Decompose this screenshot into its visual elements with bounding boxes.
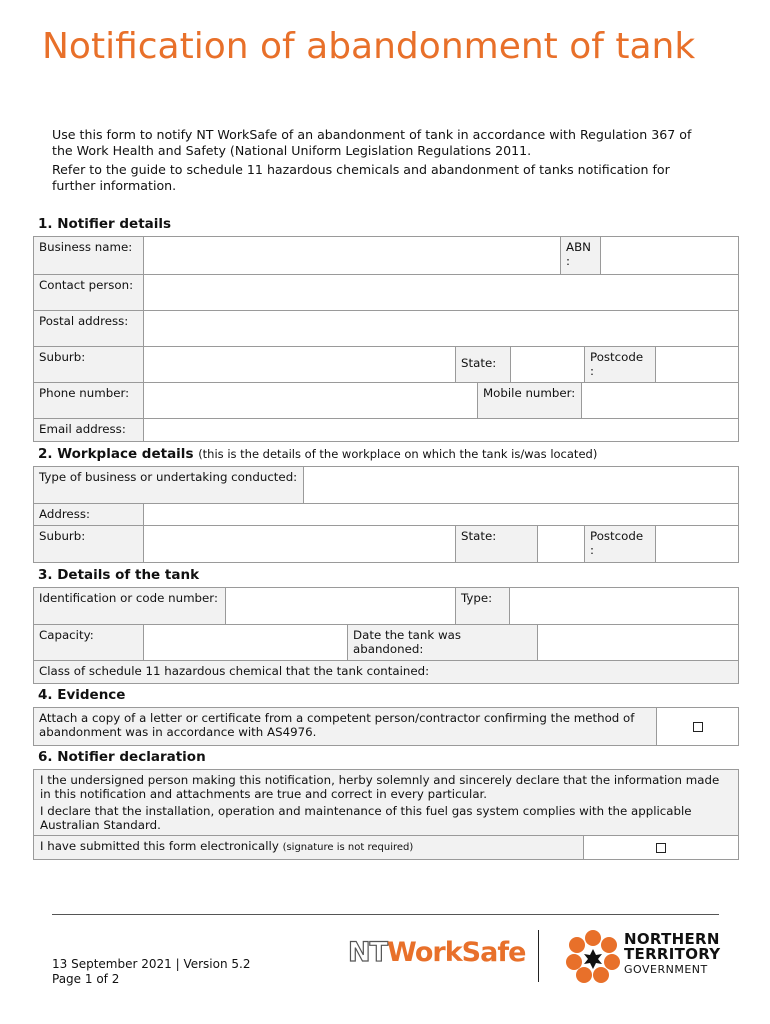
type-business-label: Type of business or undertaking conducted: [34,467,304,503]
identification-label: Identification or code number: [34,588,226,624]
suburb-field[interactable] [144,347,456,382]
table-row [34,770,738,836]
table-row [34,661,738,683]
declaration-table [33,769,739,860]
section-heading: 6. Notifier declaration [38,749,206,765]
phone-field[interactable] [144,383,478,418]
submitted-checkbox-cell[interactable] [584,836,738,859]
state-field[interactable] [511,347,585,382]
address-field[interactable] [144,504,738,525]
business-name-field[interactable] [144,237,561,274]
phone-label: Phone number: [34,383,144,418]
evidence-table [33,707,739,746]
capacity-label: Capacity: [34,625,144,660]
table-row [34,588,738,625]
contact-person-label: Contact person: [34,275,144,310]
contact-person-field[interactable] [144,275,738,310]
table-row [34,419,738,441]
tank-details-table [33,587,739,684]
table-row [34,383,738,419]
nt-government-logo-text [624,932,720,977]
postcode-label: Postcode : [585,526,656,562]
state-field[interactable] [538,526,585,562]
date-abandoned-label: Date the tank was abandoned: [348,625,538,660]
chemical-class-label: Class of schedule 11 hazardous chemical that the tank contained: [34,661,738,683]
business-name-label: Business name: [34,237,144,274]
email-field[interactable] [144,419,738,441]
nt-worksafe-logo-nt: NT [348,937,388,968]
page-title: Notification of abandonment of tank [42,26,696,67]
table-row [34,526,738,562]
nt-worksafe-logo [348,937,525,968]
postcode-field[interactable] [656,347,738,382]
logo-divider [538,930,539,982]
mobile-label: Mobile number: [478,383,582,418]
suburb-label: Suburb: [34,526,144,562]
submitted-checkbox[interactable] [656,843,666,853]
address-label: Address: [34,504,144,525]
type-field[interactable] [510,588,738,624]
intro [52,127,712,197]
nt-worksafe-logo-worksafe: WorkSafe [387,937,526,968]
suburb-field[interactable] [144,526,456,562]
workplace-details-table [33,466,739,563]
submitted-text: I have submitted this form electronically [40,839,279,853]
declaration-text [34,770,738,835]
table-row [34,237,738,275]
footer-divider [52,914,719,915]
section-heading: 3. Details of the tank [38,567,200,583]
type-business-field[interactable] [304,467,738,503]
northern-territory-flower-icon [564,928,622,984]
section-heading-text: 2. Workplace details [38,446,194,462]
declaration-paragraph: I the undersigned person making this notification, herby solemnly and sincerely declare that the information made in this notification and attachments are true and correct in every particular. [40,773,720,801]
section-heading: 4. Evidence [38,687,126,703]
table-row [34,347,738,383]
table-row [34,504,738,526]
state-label: State: [456,526,538,562]
identification-field[interactable] [226,588,456,624]
intro-paragraph: Refer to the guide to schedule 11 hazardous chemicals and abandonment of tanks notification for further information. [52,162,670,193]
postcode-field[interactable] [656,526,738,562]
table-row [34,836,738,859]
abn-label: ABN : [561,237,601,274]
notifier-details-table [33,236,739,442]
email-label: Email address: [34,419,144,441]
evidence-checkbox-cell[interactable] [657,708,738,745]
postcode-label: Postcode : [585,347,656,382]
footer-page-number: Page 1 of 2 [52,972,120,986]
postal-address-field[interactable] [144,311,738,346]
table-row [34,625,738,661]
evidence-checkbox[interactable] [693,722,703,732]
state-label: State: [456,347,511,382]
section-heading [38,446,597,462]
footer-date-version: 13 September 2021 | Version 5.2 [52,957,251,971]
nt-government-line1: NORTHERN [624,930,720,948]
footer-info [52,957,250,987]
table-row [34,311,738,347]
table-row [34,708,738,745]
date-abandoned-field[interactable] [538,625,738,660]
table-row [34,467,738,504]
submitted-note: (signature is not required) [282,842,414,853]
capacity-field[interactable] [144,625,348,660]
postal-address-label: Postal address: [34,311,144,346]
declaration-paragraph: I declare that the installation, operation and maintenance of this fuel gas system complies with the applicable Australian Standard. [40,804,692,832]
section-subheading: (this is the details of the workplace on which the tank is/was located) [198,447,598,461]
section-heading: 1. Notifier details [38,216,172,232]
submitted-electronically-label [34,836,584,859]
suburb-label: Suburb: [34,347,144,382]
table-row [34,275,738,311]
mobile-field[interactable] [582,383,738,418]
abn-field[interactable] [601,237,738,274]
nt-government-line2: TERRITORY [624,945,721,963]
type-label: Type: [456,588,510,624]
evidence-attach-label: Attach a copy of a letter or certificate from a competent person/contractor confirming the method of abandonment was in accordance with AS4976. [34,708,657,745]
nt-government-line3: GOVERNMENT [624,963,708,976]
intro-paragraph: Use this form to notify NT WorkSafe of an abandonment of tank in accordance with Regulation 367 of the Work Health and Safety (National Uniform Legislation Regulations 2011. [52,127,692,158]
